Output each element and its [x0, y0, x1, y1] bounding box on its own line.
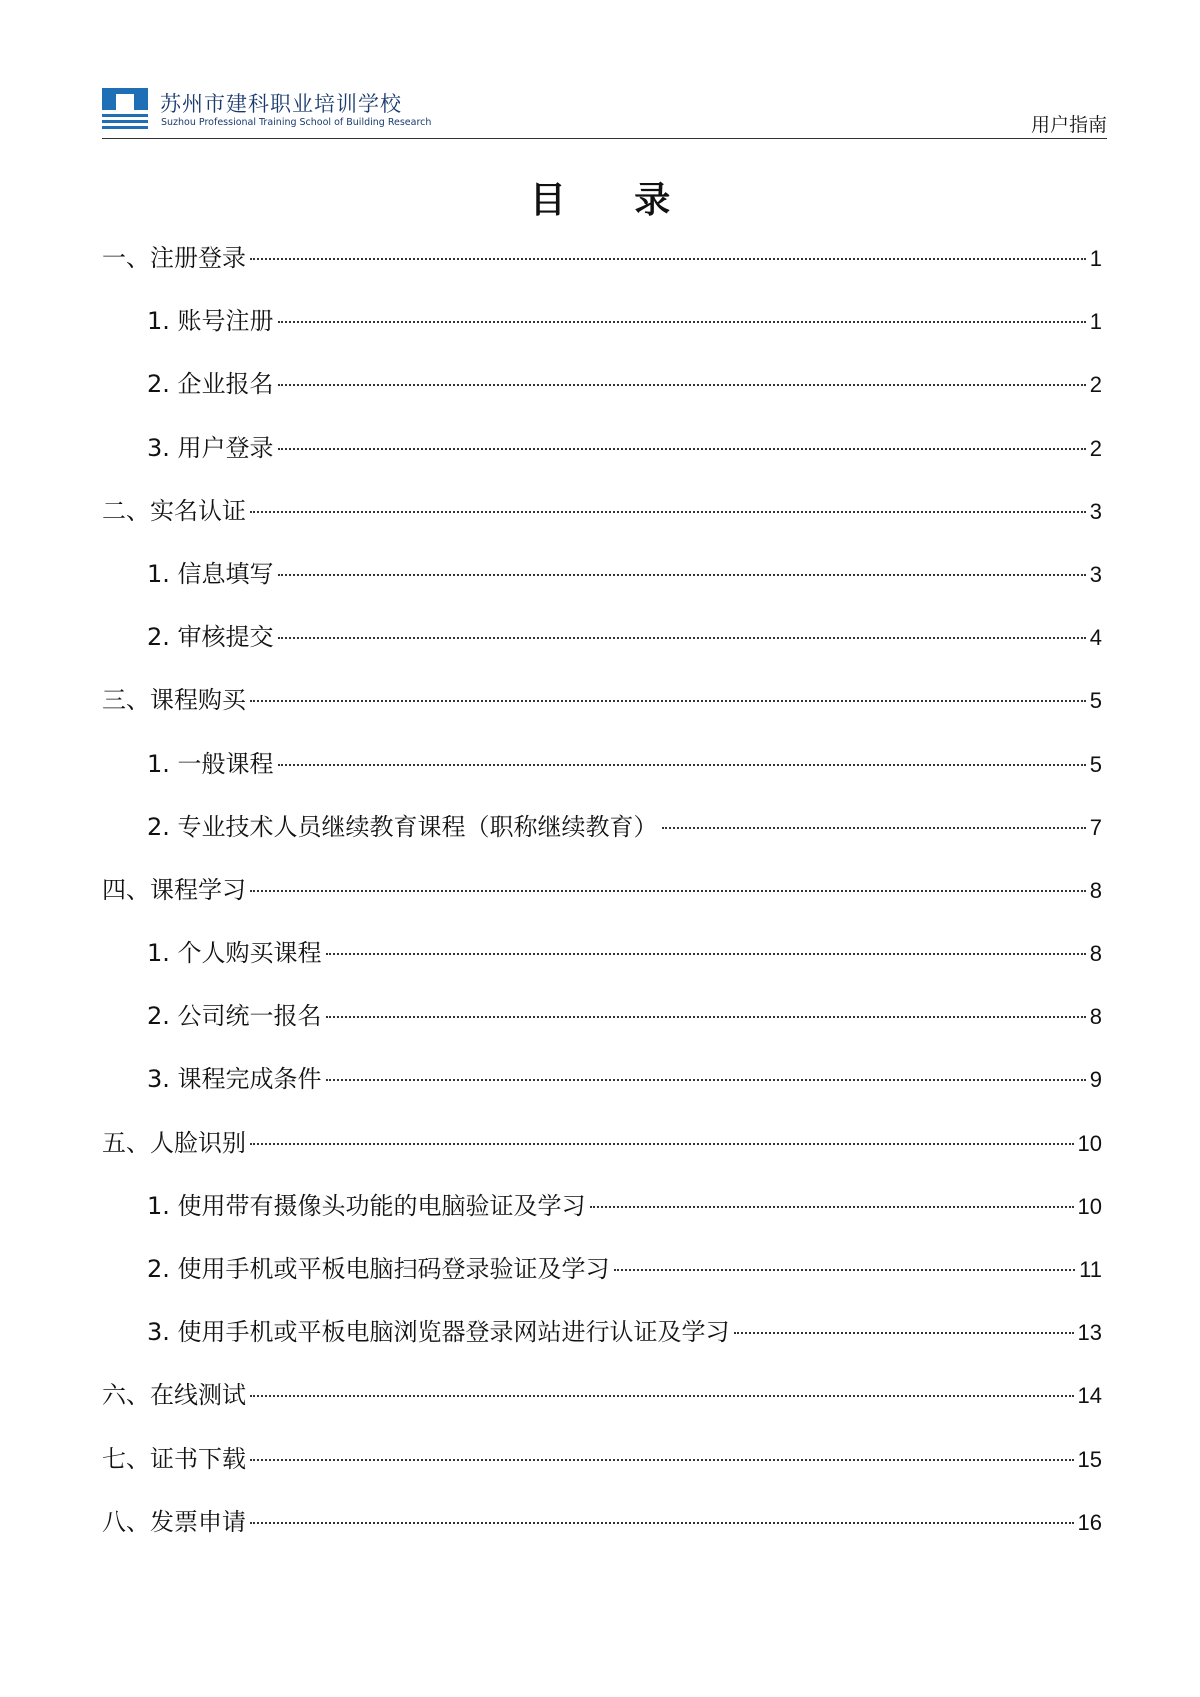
- toc-subsection-entry[interactable]: [102, 927, 1102, 990]
- toc-entry-title: 1. 个人购买课程: [147, 939, 322, 968]
- toc-title: 目 录: [529, 180, 699, 221]
- toc-dot-leader: [250, 890, 1086, 892]
- toc-subsection-entry[interactable]: [102, 1053, 1102, 1116]
- toc-dot-leader: [278, 321, 1086, 323]
- toc-entry-title: 3. 用户登录: [147, 433, 274, 462]
- toc-section-entry[interactable]: [102, 864, 1102, 927]
- toc-page-number: 14: [1077, 1383, 1102, 1409]
- toc-section-entry[interactable]: [102, 674, 1102, 737]
- toc-page-number: 3: [1089, 561, 1102, 587]
- toc-subsection-entry[interactable]: [102, 611, 1102, 674]
- toc-subsection-entry[interactable]: [102, 422, 1102, 485]
- toc-dot-leader: [662, 827, 1086, 829]
- toc-page-number: 2: [1089, 372, 1102, 398]
- toc-subsection-entry[interactable]: [102, 358, 1102, 421]
- toc-entry-title: 2. 使用手机或平板电脑扫码登录验证及学习: [147, 1255, 610, 1283]
- school-name-en: Suzhou Professional Training School of Building Research: [161, 117, 432, 128]
- school-name-cn: 苏州市建科职业培训学校: [160, 92, 402, 116]
- toc-subsection-entry[interactable]: [102, 548, 1102, 611]
- toc-section-entry[interactable]: [102, 1433, 1102, 1496]
- toc-section-entry[interactable]: [102, 232, 1102, 295]
- toc-section-entry[interactable]: [102, 1369, 1102, 1432]
- toc-dot-leader: [326, 1016, 1086, 1018]
- toc-dot-leader: [326, 953, 1086, 955]
- toc-page-number: 1: [1089, 246, 1102, 271]
- toc-dot-leader: [614, 1269, 1076, 1271]
- toc-page-number: 13: [1077, 1320, 1102, 1346]
- toc-page-number: 10: [1077, 1130, 1102, 1156]
- toc-entry-title: 2. 公司统一报名: [147, 1002, 322, 1031]
- toc-page-number: 8: [1089, 941, 1102, 967]
- toc-dot-leader: [250, 1459, 1074, 1461]
- toc-subsection-entry[interactable]: [102, 990, 1102, 1053]
- toc-section-entry[interactable]: [102, 485, 1102, 548]
- toc-page-number: 3: [1089, 498, 1102, 524]
- toc-dot-leader: [250, 1395, 1074, 1397]
- toc-entry-title: 七、证书下载: [102, 1444, 246, 1473]
- toc-page-number: 5: [1089, 751, 1102, 777]
- toc-dot-leader: [278, 637, 1086, 639]
- toc-page-number: 1: [1089, 309, 1102, 335]
- toc-entry-title: 三、课程购买: [102, 686, 246, 715]
- toc-entry-title: 3. 课程完成条件: [147, 1065, 322, 1094]
- page-header: [102, 86, 1107, 138]
- toc-dot-leader: [250, 258, 1086, 260]
- toc-entry-title: 2. 专业技术人员继续教育课程（职称继续教育）: [147, 812, 658, 841]
- toc-page-number: 2: [1089, 435, 1102, 461]
- toc-entry-title: 1. 信息填写: [147, 559, 274, 588]
- toc-page-number: 8: [1089, 1004, 1102, 1030]
- toc-entry-title: 1. 使用带有摄像头功能的电脑验证及学习: [147, 1191, 586, 1220]
- toc-entry-title: 2. 企业报名: [147, 370, 274, 399]
- toc-entry-title: 3. 使用手机或平板电脑浏览器登录网站进行认证及学习: [147, 1318, 730, 1347]
- toc-page-number: 7: [1089, 814, 1102, 840]
- toc-page-number: 9: [1089, 1067, 1102, 1093]
- toc-dot-leader: [590, 1206, 1074, 1208]
- toc-page-number: 16: [1077, 1509, 1102, 1535]
- toc-entry-title: 二、实名认证: [102, 496, 246, 525]
- toc-page-number: 8: [1089, 877, 1102, 903]
- toc-entry-title: 2. 审核提交: [147, 623, 274, 652]
- toc-dot-leader: [250, 511, 1086, 513]
- toc-dot-leader: [250, 700, 1086, 702]
- toc-dot-leader: [250, 1143, 1074, 1145]
- table-of-contents: [102, 232, 1102, 1559]
- toc-entry-title: 一、注册登录: [102, 244, 246, 272]
- toc-section-entry[interactable]: [102, 1496, 1102, 1559]
- toc-subsection-entry[interactable]: [102, 295, 1102, 358]
- toc-dot-leader: [278, 448, 1086, 450]
- toc-dot-leader: [734, 1332, 1074, 1334]
- toc-dot-leader: [278, 764, 1086, 766]
- header-divider: [102, 138, 1107, 139]
- toc-page-number: 15: [1077, 1446, 1102, 1472]
- toc-entry-title: 四、课程学习: [102, 875, 246, 904]
- toc-entry-title: 八、发票申请: [102, 1507, 246, 1536]
- toc-entry-title: 1. 账号注册: [147, 307, 274, 336]
- document-type-label: 用户指南: [1030, 114, 1107, 136]
- toc-dot-leader: [326, 1079, 1086, 1081]
- school-logo-icon: [102, 88, 148, 132]
- toc-dot-leader: [278, 574, 1086, 576]
- toc-dot-leader: [250, 1522, 1074, 1524]
- toc-entry-title: 1. 一般课程: [147, 749, 274, 778]
- toc-entry-title: 五、人脸识别: [102, 1128, 246, 1157]
- toc-subsection-entry[interactable]: [102, 1243, 1102, 1306]
- toc-dot-leader: [278, 384, 1086, 386]
- toc-subsection-entry[interactable]: [102, 801, 1102, 864]
- toc-section-entry[interactable]: [102, 1117, 1102, 1180]
- toc-page-number: 11: [1079, 1257, 1102, 1282]
- toc-subsection-entry[interactable]: [102, 1306, 1102, 1369]
- toc-subsection-entry[interactable]: [102, 738, 1102, 801]
- toc-page-number: 4: [1089, 625, 1102, 651]
- toc-subsection-entry[interactable]: [102, 1180, 1102, 1243]
- toc-page-number: 5: [1089, 688, 1102, 714]
- toc-page-number: 10: [1077, 1193, 1102, 1219]
- toc-entry-title: 六、在线测试: [102, 1381, 246, 1410]
